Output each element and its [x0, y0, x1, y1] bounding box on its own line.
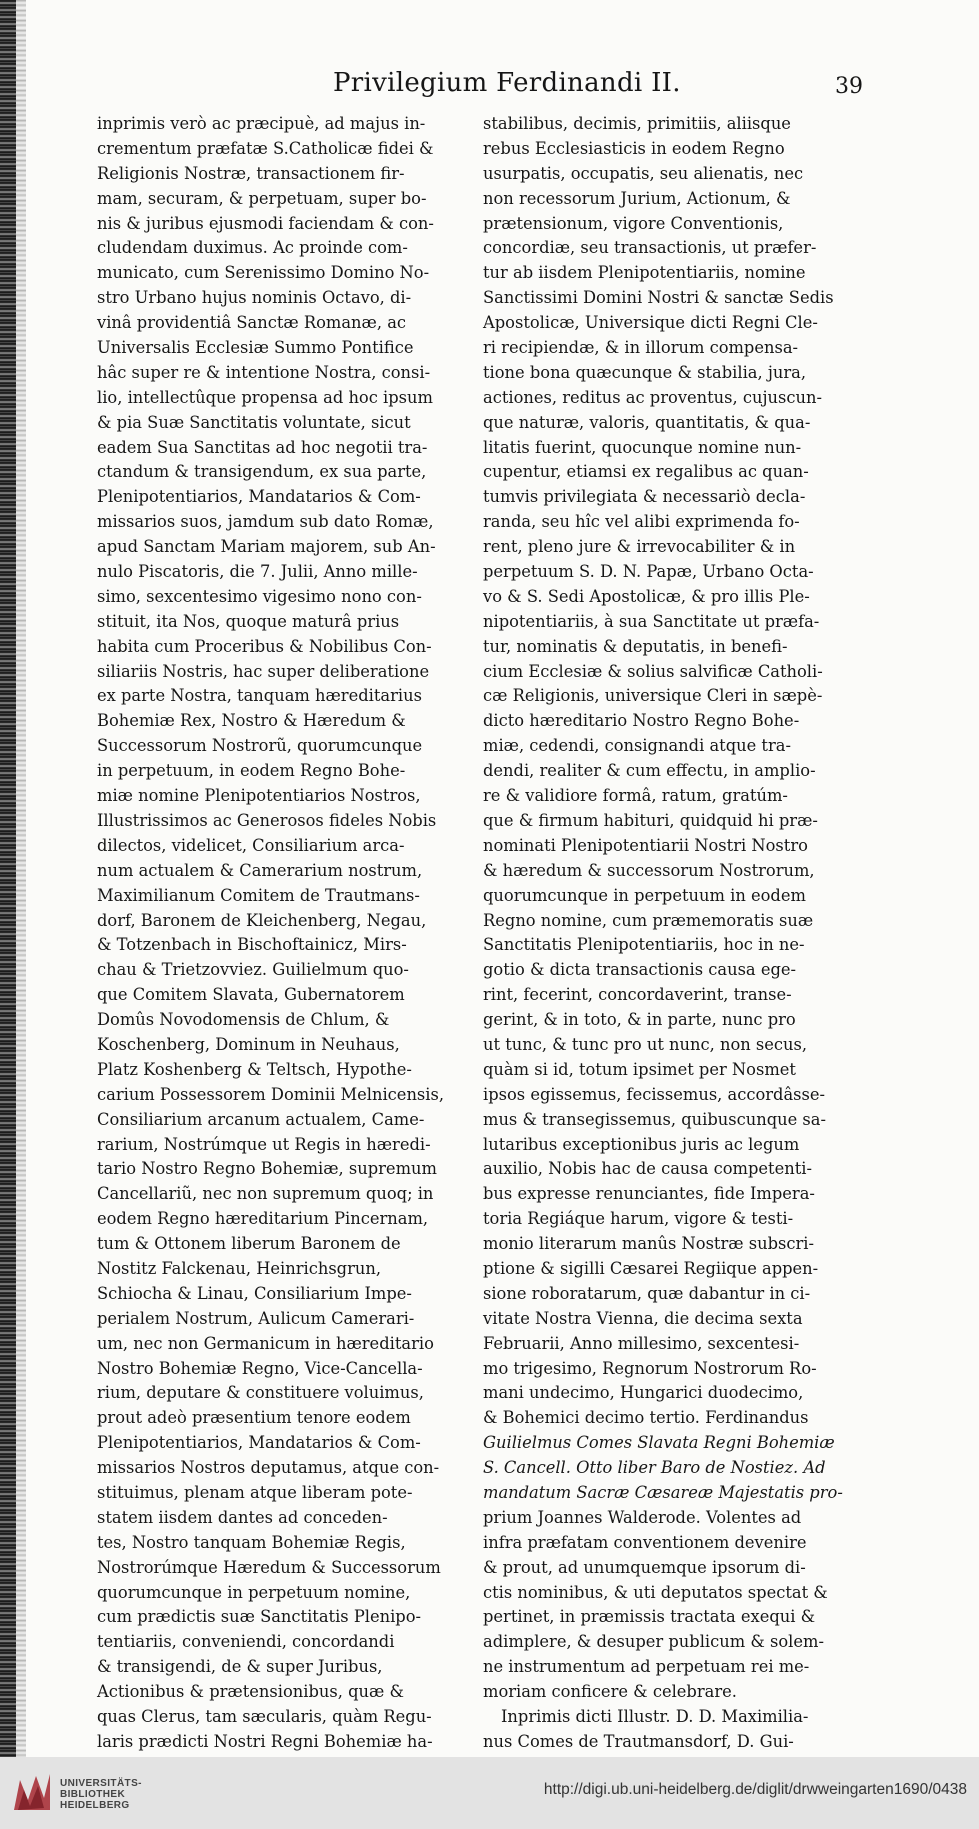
running-header — [0, 68, 979, 108]
text-line: usurpatis, occupatis, seu alienatis, nec — [483, 163, 804, 183]
text-line: mani undecimo, Hungarici duodecimo, — [483, 1383, 804, 1403]
text-line: prætensionum, vigore Conventionis, — [483, 213, 784, 233]
text-line: um, nec non Germanicum in hæreditario — [97, 1333, 434, 1353]
institution-name — [60, 1778, 142, 1811]
text-line: Sanctissimi Domini Nostri & sanctæ Sedis — [483, 288, 834, 308]
text-line: vitate Nostra Vienna, die decima sexta — [483, 1308, 803, 1328]
text-line: nis & juribus ejusmodi faciendam & con- — [97, 213, 434, 233]
text-line: rent, pleno jure & irrevocabiliter & in — [483, 537, 796, 557]
text-line: Religionis Nostræ, transactionem fir- — [97, 163, 405, 183]
text-line: dendi, realiter & cum effectu, in amplio- — [483, 761, 816, 781]
text-line: S. Cancell. Otto liber Baro de Nostiez. Ad — [483, 1458, 826, 1478]
text-line: ut tunc, & tunc pro ut nunc, non secus, — [483, 1034, 808, 1054]
text-line: gotio & dicta transactionis causa ege- — [483, 960, 797, 980]
text-line: apud Sanctam Mariam majorem, sub An- — [97, 537, 436, 557]
text-line: ptione & sigilli Cæsarei Regiique appen- — [483, 1258, 819, 1278]
text-line: nulo Piscatoris, die 7. Julii, Anno mille- — [97, 562, 418, 582]
text-line: quas Clerus, tam sæcularis, quàm Regu- — [97, 1707, 432, 1726]
text-line: & pia Suæ Sanctitatis voluntate, sicut — [97, 412, 411, 432]
text-line: Plenipotentiarios, Mandatarios & Com- — [97, 487, 421, 507]
text-line: Guilielmus Comes Slavata Regni Bohemiæ — [483, 1433, 835, 1453]
text-line: cum prædictis suæ Sanctitatis Plenipo- — [97, 1607, 422, 1627]
institution-line-3: HEIDELBERG — [60, 1800, 130, 1811]
text-line: carium Possessorem Dominii Melnicensis, — [97, 1084, 445, 1104]
text-line: auxilio, Nobis hac de causa competenti- — [483, 1159, 812, 1179]
page-title: Privilegium Ferdinandi II. — [333, 68, 681, 98]
text-line: Nostitz Falckenau, Heinrichsgrun, — [97, 1258, 382, 1278]
text-line: quorumcunque in perpetuum in eodem — [483, 885, 806, 905]
text-line: inprimis verò ac præcipuè, ad majus in- — [97, 114, 426, 133]
text-line: tentiariis, conveniendi, concordandi — [97, 1632, 395, 1652]
text-line: missarios Nostros deputamus, atque con- — [97, 1458, 440, 1478]
text-line: quorumcunque in perpetuum nomine, — [97, 1582, 411, 1602]
text-line: re & validiore formâ, ratum, gratúm- — [483, 786, 788, 806]
text-line: Sanctitatis Plenipotentiariis, hoc in ne- — [483, 935, 805, 955]
text-line: vo & S. Sedi Apostolicæ, & pro illis Ple- — [483, 586, 810, 606]
text-line: tes, Nostro tanquam Bohemiæ Regis, — [97, 1532, 406, 1552]
text-line: & Totzenbach in Bischoftainicz, Mirs- — [97, 935, 407, 955]
text-line: que & firmum habituri, quidquid hi præ- — [483, 810, 818, 830]
text-line: tum & Ottonem liberum Baronem de — [97, 1234, 401, 1254]
book-edge-shadow — [16, 0, 26, 1757]
text-line: rium, deputare & constituere voluimus, — [97, 1383, 424, 1403]
text-line: hâc super re & intentione Nostra, consi- — [97, 362, 431, 382]
text-line: & prout, ad unumquemque ipsorum di- — [483, 1557, 806, 1577]
text-line: Consiliarium arcanum actualem, Came- — [97, 1109, 425, 1129]
text-line: Maximilianum Comitem de Trautmans- — [97, 885, 420, 905]
text-line: simo, sexcentesimo vigesimo nono con- — [97, 586, 422, 606]
text-line: adimplere, & desuper publicum & solem- — [483, 1632, 824, 1652]
text-line: statem iisdem dantes ad conceden- — [97, 1507, 388, 1527]
text-line: tione bona quæcunque & stabilia, jura, — [483, 362, 807, 382]
university-library-logo-icon — [10, 1770, 54, 1814]
text-line: prium Joannes Walderode. Volentes ad — [483, 1507, 802, 1527]
text-line: tario Nostro Regno Bohemiæ, supremum — [97, 1159, 437, 1179]
text-line: Inprimis dicti Illustr. D. D. Maximilia- — [501, 1707, 809, 1726]
text-line: rarium, Nostrúmque ut Regis in hæredi- — [97, 1134, 431, 1154]
text-line: bus expresse renunciantes, fide Impera- — [483, 1184, 815, 1204]
text-line: concordiæ, seu transactionis, ut præfer- — [483, 238, 817, 258]
text-line: cupentur, etiamsi ex regalibus ac quan- — [483, 462, 809, 482]
text-line: chau & Trietzovviez. Guilielmum quo- — [97, 960, 409, 980]
text-line: gerint, & in toto, & in parte, nunc pro — [483, 1010, 796, 1030]
text-line: sione roboratarum, quæ dabantur in ci- — [483, 1283, 811, 1303]
text-line: rint, fecerint, concordaverint, transe- — [483, 985, 792, 1005]
text-line: cæ Religionis, universique Cleri in sæpè- — [483, 686, 823, 706]
viewer-footer — [0, 1757, 979, 1829]
text-line: Bohemiæ Rex, Nostro & Hæredum & — [97, 711, 406, 731]
text-line: tur, nominatis & deputatis, in benefi- — [483, 636, 788, 656]
text-line: Platz Koshenberg & Teltsch, Hypothe- — [97, 1059, 412, 1079]
text-line: stabilibus, decimis, primitiis, aliisque — [483, 114, 791, 133]
text-line: miæ, cedendi, consignandi atque tra- — [483, 736, 791, 756]
text-line: cludendam duximus. Ac proinde com- — [97, 238, 408, 258]
text-line: miæ nomine Plenipotentiarios Nostros, — [97, 786, 421, 806]
book-edge — [0, 0, 16, 1757]
text-line: perpetuum S. D. N. Papæ, Urbano Octa- — [483, 562, 814, 582]
text-line: Koschenberg, Dominum in Neuhaus, — [97, 1034, 400, 1054]
text-line: ctandum & transigendum, ex sua parte, — [97, 462, 427, 482]
text-line: Nostro Bohemiæ Regno, Vice-Cancella- — [97, 1358, 423, 1378]
page-number: 39 — [835, 74, 863, 99]
text-line: laris prædicti Nostri Regni Bohemiæ ha- — [97, 1731, 433, 1751]
right-text-column — [483, 112, 861, 1757]
text-line: Februarii, Anno millesimo, sexcentesi- — [483, 1333, 800, 1353]
text-line: in perpetuum, in eodem Regno Bohe- — [97, 761, 406, 781]
permalink-url[interactable]: http://digi.ub.uni-heidelberg.de/diglit/drwweingarten1690/0438 — [543, 1781, 967, 1798]
text-line: lio, intellectûque propensa ad hoc ipsum — [97, 387, 433, 407]
text-line: crementum præfatæ S.Catholicæ fidei & — [97, 138, 434, 158]
text-line: dorf, Baronem de Kleichenberg, Negau, — [97, 910, 427, 930]
text-line: Domûs Novodomensis de Chlum, & — [97, 1010, 390, 1030]
text-line: & hæredum & successorum Nostrorum, — [483, 860, 815, 880]
text-line: moriam conficere & celebrare. — [483, 1682, 737, 1702]
text-line: ex parte Nostra, tanquam hæreditarius — [97, 686, 422, 706]
text-line: Cancellariũ, nec non supremum quoq; in — [97, 1184, 434, 1204]
left-text-column — [97, 112, 465, 1757]
text-line: nominati Plenipotentiarii Nostri Nostro — [483, 835, 808, 855]
text-line: stituimus, plenam atque liberam pote- — [97, 1482, 413, 1502]
text-line: Universalis Ecclesiæ Summo Pontifice — [97, 338, 414, 358]
text-line: tumvis privilegiata & necessariò decla- — [483, 487, 806, 507]
text-line: nipotentiariis, à sua Sanctitate ut præfa- — [483, 611, 820, 631]
text-line: municato, cum Serenissimo Domino No- — [97, 263, 430, 283]
text-line: & Bohemici decimo tertio. Ferdinandus — [483, 1408, 809, 1428]
text-line: cium Ecclesiæ & solius salvificæ Catholi- — [483, 661, 823, 681]
text-line: ne instrumentum ad perpetuam rei me- — [483, 1657, 810, 1677]
text-line: actiones, reditus ac proventus, cujuscun- — [483, 387, 822, 407]
text-line: stro Urbano hujus nominis Octavo, di- — [97, 288, 412, 308]
text-line: mam, securam, & perpetuam, super bo- — [97, 188, 427, 208]
text-line: rebus Ecclesiasticis in eodem Regno — [483, 138, 785, 158]
text-line: Actionibus & prætensionibus, quæ & — [97, 1682, 404, 1702]
text-line: mus & transegissemus, quibuscunque sa- — [483, 1109, 826, 1129]
text-line: nus Comes de Trautmansdorf, D. Gui- — [483, 1731, 794, 1751]
text-line: & transigendi, de & super Juribus, — [97, 1657, 383, 1677]
text-line: toria Regiáque harum, vigore & testi- — [483, 1209, 794, 1229]
text-line: dicto hæreditario Nostro Regno Bohe- — [483, 711, 800, 731]
text-line: Regno nomine, cum præmemoratis suæ — [483, 910, 814, 930]
text-line: missarios suos, jamdum sub dato Romæ, — [97, 512, 434, 532]
text-line: Schiocha & Linau, Consiliarium Impe- — [97, 1283, 412, 1303]
text-line: mo trigesimo, Regnorum Nostrorum Ro- — [483, 1358, 817, 1378]
text-line: eadem Sua Sanctitas ad hoc negotii tra- — [97, 437, 428, 457]
text-line: Illustrissimos ac Generosos fideles Nobis — [97, 810, 437, 830]
text-line: Plenipotentiarios, Mandatarios & Com- — [97, 1433, 421, 1453]
text-line: dilectos, videlicet, Consiliarium arca- — [97, 835, 405, 855]
text-line: non recessorum Jurium, Actionum, & — [483, 188, 791, 208]
text-line: habita cum Proceribus & Nobilibus Con- — [97, 636, 432, 656]
text-line: monio literarum manûs Nostræ subscri- — [483, 1234, 814, 1254]
institution-line-1: UNIVERSITÄTS- — [60, 1778, 142, 1789]
text-line: prout adeò præsentium tenore eodem — [97, 1408, 411, 1428]
text-line: tur ab iisdem Plenipotentiariis, nomine — [483, 263, 806, 283]
text-line: lutaribus exceptionibus juris ac legum — [483, 1134, 800, 1154]
text-line: Apostolicæ, Universique dicti Regni Cle- — [483, 313, 818, 333]
text-line: ctis nominibus, & uti deputatos spectat & — [483, 1582, 828, 1602]
text-line: randa, seu hîc vel alibi exprimenda fo- — [483, 512, 800, 532]
text-line: Nostrorúmque Hæredum & Successorum — [97, 1557, 441, 1577]
text-line: Successorum Nostrorũ, quorumcunque — [97, 736, 423, 756]
text-line: infra præfatam conventionem devenire — [483, 1532, 807, 1552]
text-line: perialem Nostrum, Aulicum Camerari- — [97, 1308, 415, 1328]
text-line: ipsos egissemus, fecissemus, accordâsse- — [483, 1084, 826, 1104]
text-line: litatis fuerint, quocunque nomine nun- — [483, 437, 802, 457]
text-line: que Comitem Slavata, Gubernatorem — [97, 985, 405, 1005]
text-line: stituit, ita Nos, quoque maturâ prius — [97, 611, 400, 631]
text-line: mandatum Sacræ Cæsareæ Majestatis pro- — [483, 1482, 843, 1502]
text-line: que naturæ, valoris, quantitatis, & qua- — [483, 412, 811, 432]
text-line: pertinet, in præmissis tractata exequi & — [483, 1607, 816, 1627]
institution-line-2: BIBLIOTHEK — [60, 1789, 126, 1800]
text-line: eodem Regno hæreditarium Pincernam, — [97, 1209, 429, 1229]
text-line: quàm si id, totum ipsimet per Nosmet — [483, 1059, 796, 1079]
text-line: ri recipiendæ, & in illorum compensa- — [483, 338, 799, 358]
text-line: vinâ providentiâ Sanctæ Romanæ, ac — [97, 313, 407, 333]
text-line: num actualem & Camerarium nostrum, — [97, 860, 423, 880]
text-line: siliariis Nostris, hac super deliberatione — [97, 661, 430, 681]
